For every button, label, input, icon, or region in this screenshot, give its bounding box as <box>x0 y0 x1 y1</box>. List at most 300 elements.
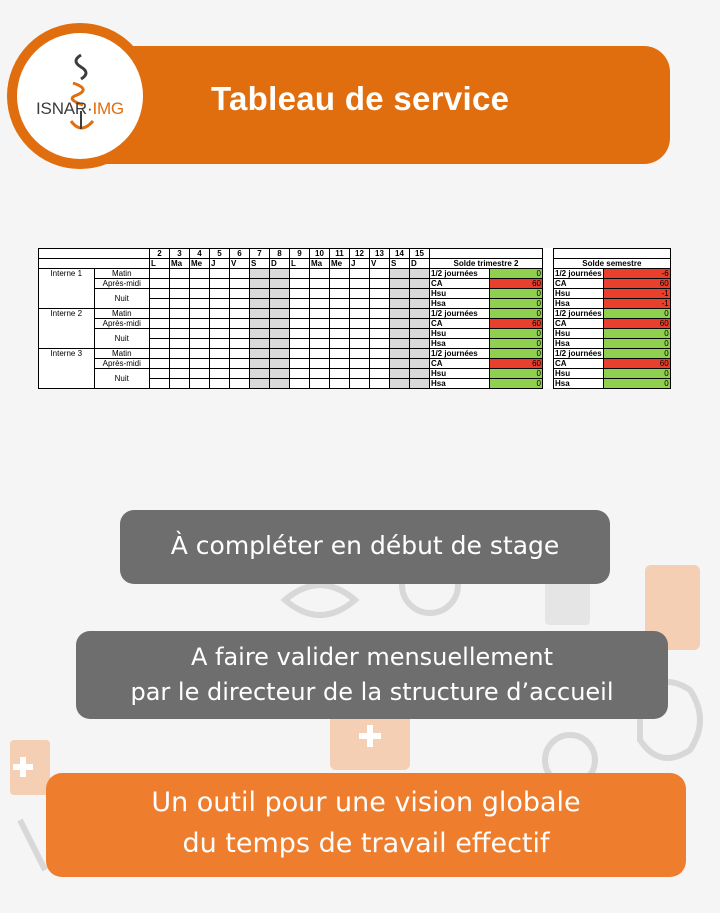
day-cell <box>390 269 410 279</box>
weekday-letter: D <box>270 259 290 269</box>
solde-value: 60 <box>490 359 543 369</box>
gap <box>543 259 554 269</box>
solde-key: Hsa <box>430 299 490 309</box>
day-cell <box>270 349 290 359</box>
weekday-letter: Me <box>190 259 210 269</box>
solde-value: 0 <box>490 379 543 389</box>
day-cell <box>230 369 250 379</box>
day-cell <box>190 289 210 299</box>
gap <box>543 329 554 339</box>
day-number: 6 <box>230 249 250 259</box>
day-cell <box>370 339 390 349</box>
shift-label: Matin <box>94 269 150 279</box>
day-cell <box>210 379 230 389</box>
table-row <box>39 279 671 289</box>
day-cell <box>290 289 310 299</box>
day-number: 14 <box>390 249 410 259</box>
day-cell <box>170 329 190 339</box>
day-cell <box>350 269 370 279</box>
table-row <box>39 359 671 369</box>
day-cell <box>350 309 370 319</box>
day-cell <box>290 269 310 279</box>
day-cell <box>330 289 350 299</box>
day-cell <box>270 289 290 299</box>
solde-value: 0 <box>490 269 543 279</box>
day-cell <box>410 289 430 299</box>
day-cell <box>390 329 410 339</box>
logo-text-img: IMG <box>92 99 124 118</box>
day-cell <box>150 279 170 289</box>
solde-key: 1/2 journées <box>430 269 490 279</box>
solde-key: 1/2 journées <box>555 269 602 278</box>
table-row <box>39 289 671 299</box>
day-cell <box>330 369 350 379</box>
solde-key: Hsa <box>554 299 604 309</box>
day-cell <box>190 339 210 349</box>
logo-text <box>17 99 143 119</box>
solde-key: Hsu <box>430 369 490 379</box>
day-cell <box>170 269 190 279</box>
weekday-letter: J <box>350 259 370 269</box>
day-cell <box>170 279 190 289</box>
day-cell <box>270 299 290 309</box>
day-cell <box>310 299 330 309</box>
day-cell <box>410 349 430 359</box>
service-table <box>38 248 671 389</box>
interne-name: Interne 3 <box>39 349 95 389</box>
day-cell <box>230 319 250 329</box>
shift-label: Matin <box>94 349 150 359</box>
day-cell <box>310 339 330 349</box>
day-cell <box>370 369 390 379</box>
day-cell <box>190 369 210 379</box>
day-cell <box>410 279 430 289</box>
solde-value: 0 <box>490 289 543 299</box>
day-cell <box>170 289 190 299</box>
day-cell <box>270 329 290 339</box>
weekday-letter: Me <box>330 259 350 269</box>
day-cell <box>390 289 410 299</box>
day-cell <box>230 309 250 319</box>
day-cell <box>250 339 270 349</box>
solde-key: CA <box>554 279 604 289</box>
day-cell <box>290 309 310 319</box>
day-cell <box>270 339 290 349</box>
day-cell <box>210 319 230 329</box>
header-blank <box>39 259 150 269</box>
solde-key: Hsu <box>430 289 490 299</box>
day-cell <box>250 289 270 299</box>
day-cell <box>330 269 350 279</box>
day-cell <box>270 309 290 319</box>
info-box-validate-line1: A faire valider mensuellement <box>190 643 554 671</box>
day-cell <box>350 329 370 339</box>
table-row <box>39 349 671 359</box>
solde-value: 0 <box>603 379 670 389</box>
weekday-letter: L <box>150 259 170 269</box>
shift-label: Nuit <box>94 369 150 389</box>
day-cell <box>150 309 170 319</box>
day-cell <box>150 319 170 329</box>
logo-text-isnar: ISNAR· <box>36 99 93 118</box>
day-cell <box>370 279 390 289</box>
solde-key: 1/2 journées <box>430 309 490 319</box>
day-cell <box>390 309 410 319</box>
day-cell <box>150 329 170 339</box>
day-cell <box>350 299 370 309</box>
solde-trimestre-label: Solde trimestre 2 <box>430 259 543 269</box>
solde-key: Hsu <box>554 289 604 299</box>
solde-key: 1/2 journées <box>430 349 490 359</box>
weekday-letter: D <box>410 259 430 269</box>
day-cell <box>250 269 270 279</box>
day-cell <box>290 279 310 289</box>
day-cell <box>250 359 270 369</box>
day-number: 4 <box>190 249 210 259</box>
day-cell <box>350 279 370 289</box>
day-cell <box>310 349 330 359</box>
day-cell <box>230 339 250 349</box>
day-cell <box>370 299 390 309</box>
solde-value: 0 <box>490 299 543 309</box>
service-table-area <box>38 248 671 389</box>
interne-name: Interne 2 <box>39 309 95 349</box>
solde-value: 0 <box>490 329 543 339</box>
day-cell <box>310 279 330 289</box>
day-cell <box>210 299 230 309</box>
day-cell <box>330 329 350 339</box>
solde-key: Hsa <box>430 379 490 389</box>
day-cell <box>330 339 350 349</box>
day-cell <box>150 299 170 309</box>
day-cell <box>390 279 410 289</box>
solde-key: Hsa <box>554 379 604 389</box>
day-cell <box>290 329 310 339</box>
day-cell <box>170 359 190 369</box>
info-box-start-text: À compléter en début de stage <box>170 531 560 560</box>
solde-key: CA <box>430 319 490 329</box>
day-cell <box>230 279 250 289</box>
gap <box>543 279 554 289</box>
day-cell <box>350 369 370 379</box>
solde-value: -1 <box>603 289 670 299</box>
day-cell <box>150 289 170 299</box>
day-cell <box>370 309 390 319</box>
gap <box>543 269 554 279</box>
day-cell <box>150 339 170 349</box>
trim-blank <box>430 249 543 259</box>
day-cell <box>390 349 410 359</box>
solde-value: 0 <box>603 309 670 319</box>
weekday-letter: J <box>210 259 230 269</box>
gap <box>543 349 554 359</box>
gap <box>543 319 554 329</box>
day-cell <box>410 379 430 389</box>
day-cell <box>390 319 410 329</box>
info-box-validate-line2: par le directeur de la structure d’accueil <box>130 678 614 706</box>
day-number: 11 <box>330 249 350 259</box>
day-number: 15 <box>410 249 430 259</box>
day-cell <box>190 319 210 329</box>
shift-label: Nuit <box>94 329 150 349</box>
day-cell <box>190 309 210 319</box>
day-cell <box>310 319 330 329</box>
day-number: 5 <box>210 249 230 259</box>
day-cell <box>170 339 190 349</box>
info-box-tool-line1: Un outil pour une vision globale <box>151 787 581 818</box>
day-cell <box>190 299 210 309</box>
shift-label: Après-midi <box>94 319 150 329</box>
day-cell <box>390 299 410 309</box>
solde-value: 0 <box>490 339 543 349</box>
day-cell <box>370 319 390 329</box>
day-number: 3 <box>170 249 190 259</box>
weekday-letter: S <box>390 259 410 269</box>
day-cell <box>370 349 390 359</box>
day-cell <box>330 379 350 389</box>
day-cell <box>290 359 310 369</box>
solde-value: 60 <box>603 319 670 329</box>
day-cell <box>250 319 270 329</box>
day-cell <box>230 289 250 299</box>
day-cell <box>290 299 310 309</box>
gap <box>543 379 554 389</box>
day-number: 10 <box>310 249 330 259</box>
solde-value: 0 <box>603 349 670 359</box>
day-cell <box>270 269 290 279</box>
day-cell <box>290 339 310 349</box>
day-cell <box>410 269 430 279</box>
day-cell <box>310 379 330 389</box>
day-cell <box>150 269 170 279</box>
day-cell <box>330 299 350 309</box>
shift-label: Matin <box>94 309 150 319</box>
day-cell <box>170 369 190 379</box>
solde-value: 0 <box>603 339 670 349</box>
info-box-start <box>120 510 610 584</box>
solde-value: -1 <box>603 299 670 309</box>
day-cell <box>350 349 370 359</box>
gap <box>543 249 554 259</box>
day-cell <box>310 309 330 319</box>
solde-key: 1/2 journées <box>555 349 602 358</box>
day-cell <box>250 329 270 339</box>
shift-label: Après-midi <box>94 359 150 369</box>
day-cell <box>230 349 250 359</box>
day-cell <box>150 359 170 369</box>
day-cell <box>190 279 210 289</box>
day-cell <box>330 279 350 289</box>
day-cell <box>390 379 410 389</box>
day-number: 12 <box>350 249 370 259</box>
day-cell <box>170 309 190 319</box>
table-row <box>39 319 671 329</box>
day-cell <box>290 369 310 379</box>
day-cell <box>230 269 250 279</box>
solde-value: 60 <box>490 279 543 289</box>
day-cell <box>370 269 390 279</box>
solde-key: Hsu <box>554 369 604 379</box>
solde-value: 60 <box>603 279 670 289</box>
header-blank <box>39 249 150 259</box>
day-cell <box>230 379 250 389</box>
table-row <box>39 329 671 339</box>
solde-key: Hsu <box>554 329 604 339</box>
day-cell <box>290 349 310 359</box>
day-cell <box>350 359 370 369</box>
solde-value: 0 <box>603 369 670 379</box>
day-cell <box>250 369 270 379</box>
day-cell <box>150 349 170 359</box>
day-cell <box>250 349 270 359</box>
day-cell <box>410 339 430 349</box>
day-cell <box>210 289 230 299</box>
solde-value: 0 <box>490 349 543 359</box>
day-cell <box>330 319 350 329</box>
day-cell <box>310 289 330 299</box>
day-cell <box>370 289 390 299</box>
day-cell <box>210 279 230 289</box>
solde-value: 60 <box>603 359 670 369</box>
gap <box>543 309 554 319</box>
day-cell <box>310 369 330 379</box>
day-cell <box>390 369 410 379</box>
solde-value: 0 <box>603 329 670 339</box>
solde-key: Hsu <box>430 329 490 339</box>
weekday-letter: Ma <box>310 259 330 269</box>
scalpel-icon <box>20 820 45 870</box>
day-cell <box>370 359 390 369</box>
solde-key: Hsa <box>554 339 604 349</box>
table-row <box>39 309 671 319</box>
day-cell <box>330 359 350 369</box>
day-cell <box>210 339 230 349</box>
day-cell <box>170 319 190 329</box>
day-cell <box>230 359 250 369</box>
day-cell <box>370 329 390 339</box>
day-cell <box>170 349 190 359</box>
day-cell <box>350 289 370 299</box>
solde-value: 0 <box>490 309 543 319</box>
day-cell <box>150 379 170 389</box>
table-row <box>39 369 671 379</box>
day-cell <box>270 369 290 379</box>
day-cell <box>290 379 310 389</box>
weekday-letter: V <box>230 259 250 269</box>
day-number: 8 <box>270 249 290 259</box>
day-cell <box>170 379 190 389</box>
gap <box>543 339 554 349</box>
day-cell <box>150 369 170 379</box>
day-cell <box>310 269 330 279</box>
shift-label: Après-midi <box>94 279 150 289</box>
solde-value: -6 <box>603 269 670 279</box>
day-cell <box>370 379 390 389</box>
isnar-img-logo <box>17 33 143 159</box>
caduceus-icon <box>17 33 143 159</box>
day-cell <box>230 329 250 339</box>
day-cell <box>250 309 270 319</box>
solde-key: CA <box>430 359 490 369</box>
solde-key: Hsa <box>430 339 490 349</box>
day-cell <box>210 329 230 339</box>
day-cell <box>290 319 310 329</box>
day-cell <box>390 339 410 349</box>
day-cell <box>210 349 230 359</box>
interne-name: Interne 1 <box>39 269 95 309</box>
day-cell <box>270 359 290 369</box>
day-cell <box>330 349 350 359</box>
day-cell <box>210 269 230 279</box>
day-number: 13 <box>370 249 390 259</box>
day-cell <box>210 369 230 379</box>
weekday-letter: V <box>370 259 390 269</box>
solde-key: CA <box>554 319 604 329</box>
day-cell <box>250 299 270 309</box>
day-cell <box>310 359 330 369</box>
day-cell <box>270 279 290 289</box>
gap <box>543 369 554 379</box>
shift-label: Nuit <box>94 289 150 309</box>
day-number: 2 <box>150 249 170 259</box>
day-cell <box>270 319 290 329</box>
day-cell <box>410 319 430 329</box>
day-cell <box>190 359 210 369</box>
day-cell <box>250 279 270 289</box>
day-cell <box>350 379 370 389</box>
day-cell <box>410 329 430 339</box>
page-title: Tableau de service <box>211 80 510 117</box>
day-cell <box>390 359 410 369</box>
day-cell <box>410 369 430 379</box>
weekday-letter: S <box>250 259 270 269</box>
info-box-tool-line2: du temps de travail effectif <box>182 828 550 859</box>
solde-value: 60 <box>490 319 543 329</box>
day-cell <box>210 359 230 369</box>
day-cell <box>190 329 210 339</box>
day-cell <box>250 379 270 389</box>
eye-icon <box>285 585 355 615</box>
sem-blank <box>554 249 671 259</box>
gap <box>543 299 554 309</box>
weekday-letter: Ma <box>170 259 190 269</box>
day-cell <box>330 309 350 319</box>
solde-key: 1/2 journées <box>555 309 602 318</box>
day-cell <box>230 299 250 309</box>
table-header-weekdays <box>39 259 671 269</box>
day-cell <box>210 309 230 319</box>
gap <box>543 289 554 299</box>
day-cell <box>410 359 430 369</box>
day-cell <box>410 309 430 319</box>
table-row <box>39 269 671 279</box>
solde-value: 0 <box>490 369 543 379</box>
day-cell <box>350 339 370 349</box>
day-cell <box>190 379 210 389</box>
day-cell <box>410 299 430 309</box>
solde-key: CA <box>430 279 490 289</box>
day-cell <box>190 269 210 279</box>
info-box-tool <box>46 773 686 877</box>
solde-semestre-label: Solde semestre <box>554 259 671 269</box>
day-cell <box>310 329 330 339</box>
gap <box>543 359 554 369</box>
day-cell <box>170 299 190 309</box>
day-number: 9 <box>290 249 310 259</box>
table-header-days <box>39 249 671 259</box>
solde-key: CA <box>554 359 604 369</box>
day-cell <box>190 349 210 359</box>
